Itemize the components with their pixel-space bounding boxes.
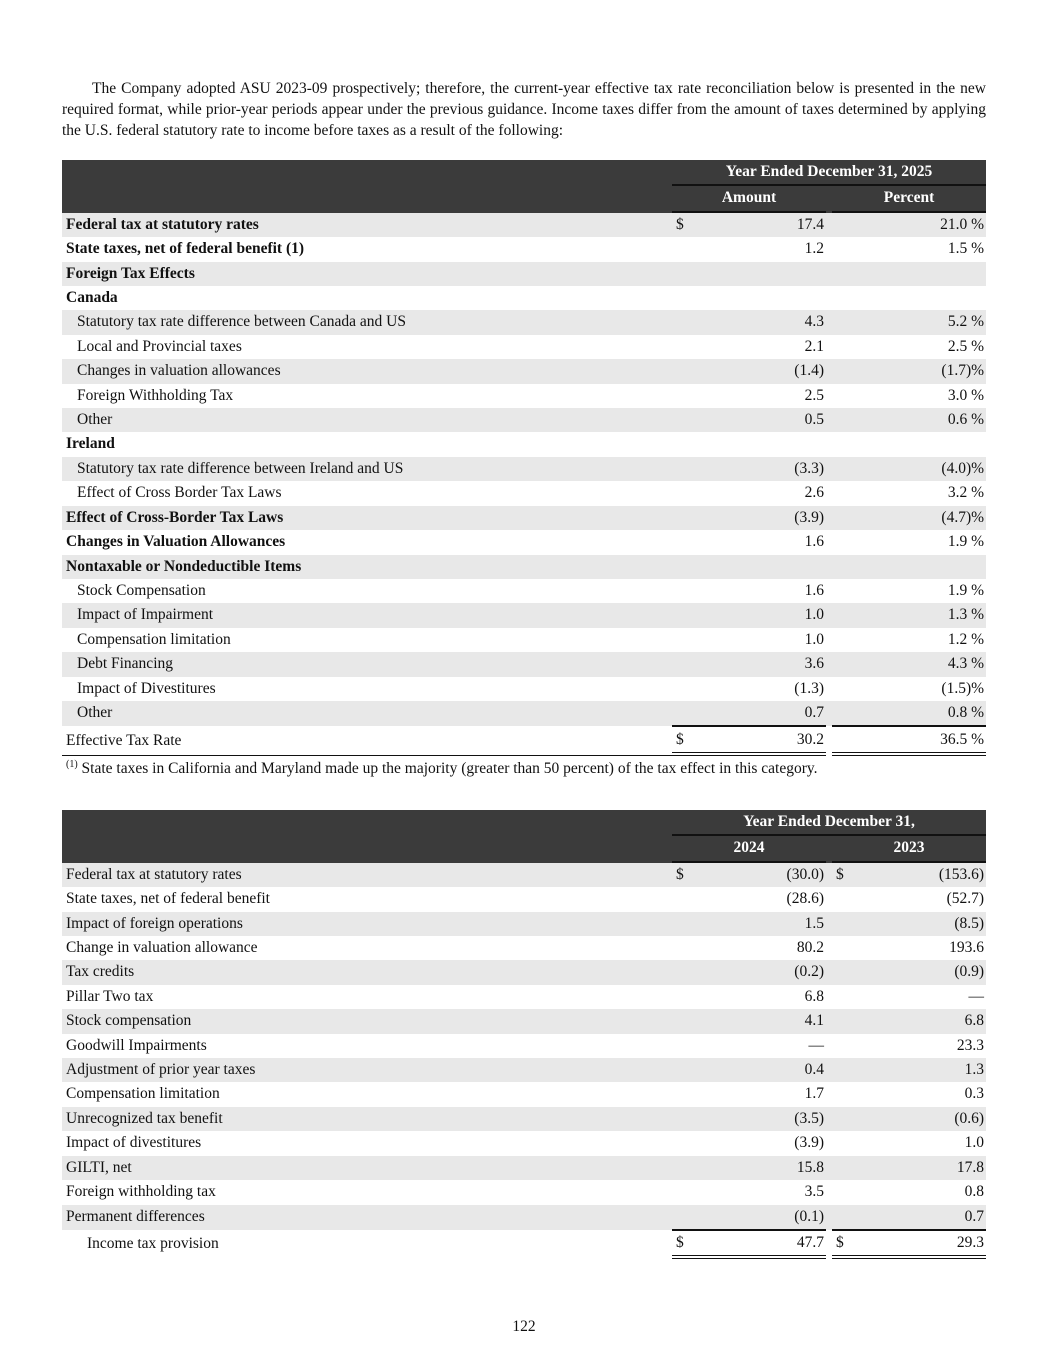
row-label: Foreign Withholding Tax xyxy=(77,386,234,404)
row-label: Impact of divestitures xyxy=(66,1134,202,1152)
table-row xyxy=(62,628,986,652)
table-row xyxy=(62,985,986,1009)
value-col2: 1.0 xyxy=(964,1134,985,1152)
table-row xyxy=(62,408,986,432)
value-col1: 80.2 xyxy=(796,939,824,957)
table-row xyxy=(62,359,986,383)
table1-amount-header: Amount xyxy=(672,186,826,212)
row-label: Compensation limitation xyxy=(77,630,231,648)
row-label: Local and Provincial taxes xyxy=(77,337,242,355)
table-row xyxy=(62,506,986,530)
value-col1: 2.6 xyxy=(804,484,824,502)
table-row xyxy=(62,603,986,627)
value-col1: (30.0) xyxy=(786,865,824,883)
value-col2: (8.5) xyxy=(954,914,985,932)
value-col1: 3.5 xyxy=(804,1183,824,1201)
value-col2: 1.9 % xyxy=(947,533,985,551)
value-col1: 2.5 xyxy=(804,386,824,404)
row-label: Adjustment of prior year taxes xyxy=(66,1061,256,1079)
row-label: Impact of Divestitures xyxy=(77,679,216,697)
value-col1: 3.6 xyxy=(804,655,824,673)
table-row xyxy=(62,887,986,911)
value-col1: 6.8 xyxy=(804,987,824,1005)
intro-paragraph: The Company adopted ASU 2023-09 prospectively; therefore, the current-year effective tax rate reconciliation below is presented in the new required format, while prior-year periods appear under the previous guidance. Income taxes differ from the amount of taxes determined by applying the U.S. federal statutory rate to income before taxes as a result of the following: xyxy=(62,80,986,139)
value-col1: (28.6) xyxy=(786,890,824,908)
row-label: Stock Compensation xyxy=(77,581,206,599)
tax-rate-reconciliation-2025-table xyxy=(62,160,986,756)
value-col1: (1.3) xyxy=(794,679,824,697)
currency-symbol: $ xyxy=(836,1233,844,1251)
table-row xyxy=(62,1009,986,1033)
table-row xyxy=(62,1058,986,1082)
value-col1: 30.2 xyxy=(796,730,824,748)
table-row xyxy=(62,335,986,359)
value-col2: 23.3 xyxy=(956,1036,985,1054)
row-label: Tax credits xyxy=(66,963,135,981)
table-row xyxy=(62,652,986,676)
row-label: Goodwill Impairments xyxy=(66,1036,207,1054)
value-col2: 2.5 % xyxy=(947,337,985,355)
value-col1: 1.2 xyxy=(804,240,824,258)
value-col1: 47.7 xyxy=(796,1233,824,1251)
value-col2: (52.7) xyxy=(946,890,985,908)
value-col1: 15.8 xyxy=(796,1158,824,1176)
table-row xyxy=(62,530,986,554)
table-row xyxy=(62,262,986,286)
value-col1: 1.0 xyxy=(804,630,824,648)
value-col1: 17.4 xyxy=(796,215,824,233)
row-label: State taxes, net of federal benefit xyxy=(66,890,270,908)
value-col1: 0.4 xyxy=(804,1061,824,1079)
value-col2: 0.8 xyxy=(964,1183,985,1201)
table-row xyxy=(62,481,986,505)
value-col1: 4.1 xyxy=(804,1012,824,1030)
value-col1: 1.5 xyxy=(804,914,824,932)
row-label: Effect of Cross Border Tax Laws xyxy=(77,484,282,502)
page-number: 122 xyxy=(512,1318,536,1335)
table-row xyxy=(62,1205,986,1230)
value-col1: 4.3 xyxy=(804,313,824,331)
row-label: Foreign Tax Effects xyxy=(66,264,195,282)
value-col2: 1.2 % xyxy=(947,630,985,648)
row-label: Pillar Two tax xyxy=(66,987,154,1005)
row-label: State taxes, net of federal benefit xyxy=(66,240,283,258)
value-col1: 0.7 xyxy=(804,703,824,721)
table2-2023-header: 2023 xyxy=(832,836,986,862)
value-col2: 0.8 % xyxy=(947,703,985,721)
row-label: Impact of foreign operations xyxy=(66,914,243,932)
row-label: Foreign withholding tax xyxy=(66,1183,216,1201)
table-row xyxy=(62,1131,986,1155)
table-row xyxy=(62,960,986,984)
table-row xyxy=(62,677,986,701)
row-label: Statutory tax rate difference between Canada and US xyxy=(77,313,406,331)
row-label: Other xyxy=(77,411,113,429)
row-label: Changes in Valuation Allowances xyxy=(66,533,286,551)
value-col2: 17.8 xyxy=(956,1158,985,1176)
total-row xyxy=(62,726,986,756)
row-label: Stock compensation xyxy=(66,1012,192,1030)
footnote-reference: (1) xyxy=(285,240,305,258)
row-label: Permanent differences xyxy=(66,1208,205,1225)
row-label: Other xyxy=(77,704,113,722)
row-label: GILTI, net xyxy=(66,1158,132,1176)
table-row xyxy=(62,237,986,261)
value-col2: 4.3 % xyxy=(947,655,985,673)
value-col2: 193.6 xyxy=(949,939,985,957)
value-col2: 1.5 % xyxy=(947,240,985,258)
value-col1: (3.5) xyxy=(794,1109,824,1127)
row-label: Statutory tax rate difference between Ireland and US xyxy=(77,459,404,477)
table-row xyxy=(62,701,986,726)
row-label: Change in valuation allowance xyxy=(66,939,258,957)
currency-symbol: $ xyxy=(676,865,684,883)
table-row xyxy=(62,1082,986,1106)
table-row xyxy=(62,432,986,456)
value-col1: 1.6 xyxy=(804,581,824,599)
row-label: Nontaxable or Nondeductible Items xyxy=(66,557,302,575)
value-col1: 1.6 xyxy=(804,533,824,551)
value-col1: (1.4) xyxy=(794,362,824,380)
currency-symbol: $ xyxy=(676,1233,684,1251)
tax-reconciliation-2024-2023-table xyxy=(62,810,986,1259)
row-label: Effect of Cross-Border Tax Laws xyxy=(66,508,284,526)
value-col1: 1.7 xyxy=(804,1085,824,1103)
total-row xyxy=(62,1230,986,1259)
value-col1: (3.9) xyxy=(794,1134,824,1152)
value-col2: 0.3 xyxy=(964,1085,985,1103)
row-label: Changes in valuation allowances xyxy=(77,362,281,380)
currency-symbol: $ xyxy=(676,730,684,748)
value-col2: 6.8 xyxy=(964,1012,985,1030)
value-col2: 1.9 % xyxy=(947,581,985,599)
table-row xyxy=(62,863,986,887)
table-row xyxy=(62,457,986,481)
value-col2: 1.3 % xyxy=(947,606,985,624)
currency-symbol: $ xyxy=(676,215,684,233)
row-label: Compensation limitation xyxy=(66,1085,220,1103)
value-col2: (1.7)% xyxy=(941,362,985,380)
value-col2: (1.5)% xyxy=(941,679,985,697)
table-row xyxy=(62,286,986,310)
row-label: Debt Financing xyxy=(77,655,173,673)
footnote xyxy=(66,759,818,778)
value-col2: 29.3 xyxy=(956,1233,985,1251)
value-col2: (0.6) xyxy=(954,1109,985,1127)
table-row xyxy=(62,912,986,936)
table1-period-header: Year Ended December 31, 2025 xyxy=(672,160,986,186)
footnote-text: State taxes in California and Maryland made up the majority (greater than 50 percent) of the tax effect in this category. xyxy=(81,760,818,778)
currency-symbol: $ xyxy=(836,865,844,883)
value-col1: — xyxy=(808,1036,824,1054)
row-label: Canada xyxy=(66,289,118,307)
table2-2024-header: 2024 xyxy=(672,836,826,862)
table-row xyxy=(62,213,986,237)
value-col2: 0.6 % xyxy=(947,411,985,429)
value-col1: 1.0 xyxy=(804,606,824,624)
value-col2: (153.6) xyxy=(938,865,985,883)
row-label: Effective Tax Rate xyxy=(66,731,182,749)
table-row xyxy=(62,555,986,579)
value-col1: 2.1 xyxy=(804,337,824,355)
row-label: Impact of Impairment xyxy=(77,606,214,624)
value-col2: 21.0 % xyxy=(940,215,985,233)
table-row xyxy=(62,1107,986,1131)
table-row xyxy=(62,936,986,960)
row-label: Federal tax at statutory rates xyxy=(66,865,242,883)
table2-period-header: Year Ended December 31, xyxy=(672,810,986,836)
table-row xyxy=(62,1180,986,1204)
value-col1: (3.3) xyxy=(794,459,824,477)
value-col1: (0.1) xyxy=(794,1207,824,1225)
table-row xyxy=(62,579,986,603)
value-col2: 5.2 % xyxy=(947,313,985,331)
table-row xyxy=(62,1156,986,1180)
row-label: Income tax provision xyxy=(87,1235,219,1253)
row-label: Unrecognized tax benefit xyxy=(66,1109,223,1127)
footnote-mark: (1) xyxy=(66,759,78,770)
value-col1: (0.2) xyxy=(794,963,824,981)
table-row xyxy=(62,1034,986,1058)
value-col2: 3.0 % xyxy=(947,386,985,404)
value-col2: (0.9) xyxy=(954,963,985,981)
row-label: Ireland xyxy=(66,435,115,453)
value-col2: — xyxy=(968,987,985,1005)
value-col2: 36.5 % xyxy=(940,730,985,748)
value-col1: (3.9) xyxy=(794,508,824,526)
table1-percent-header: Percent xyxy=(832,186,986,212)
row-label: Federal tax at statutory rates xyxy=(66,215,259,233)
value-col2: 3.2 % xyxy=(947,484,985,502)
table-row xyxy=(62,310,986,334)
value-col2: (4.0)% xyxy=(941,459,985,477)
value-col2: (4.7)% xyxy=(941,508,985,526)
value-col1: 0.5 xyxy=(804,411,824,429)
value-col2: 0.7 xyxy=(964,1207,985,1225)
value-col2: 1.3 xyxy=(964,1061,985,1079)
table-row xyxy=(62,384,986,408)
